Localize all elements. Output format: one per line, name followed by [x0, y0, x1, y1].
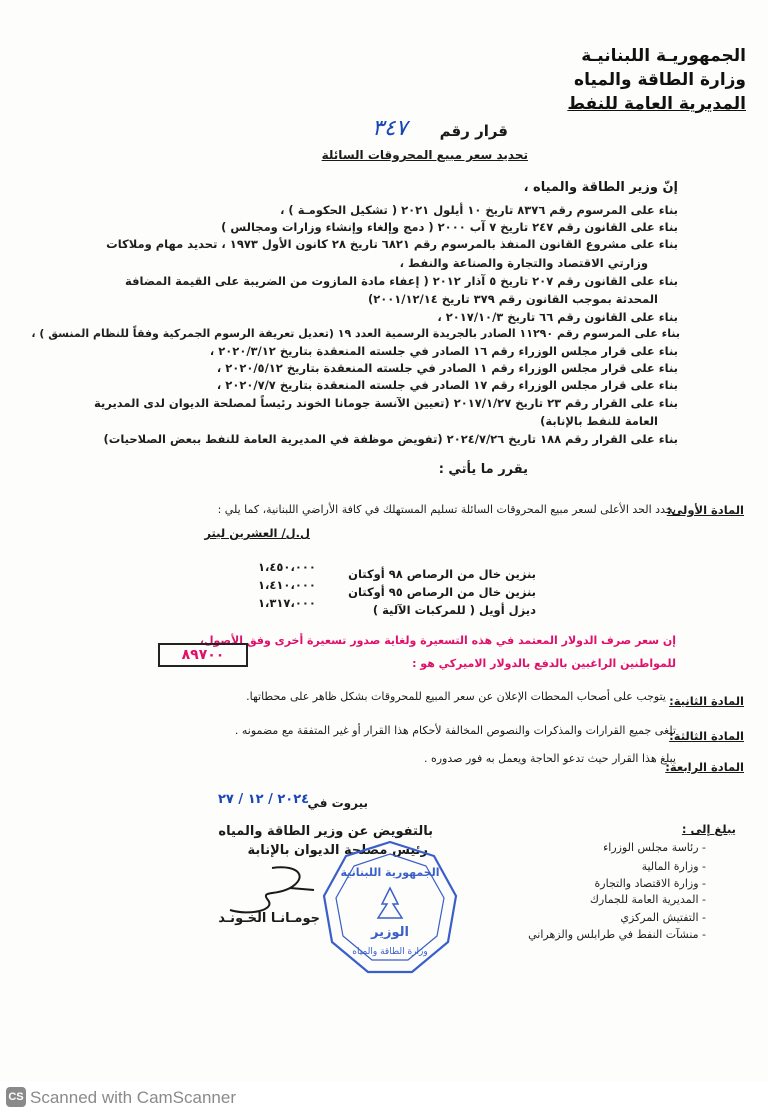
preamble-line: بناء على القانون رقم ٦٦ تاريخ ٢٠١٧/١٠/٣ ،	[437, 310, 678, 324]
preamble-line: بناء على قرار مجلس الوزراء رقم ١٧ الصادر في جلسته المنعقدة بتاريخ ٢٠٢٠/٧/٧ ،	[216, 378, 678, 392]
handwritten-signature	[210, 860, 320, 920]
preamble-line: بناء على مشروع القانون المنفذ بالمرسوم رقم ٦٨٢١ تاريخ ٢٨ كانون الأول ١٩٧٣ ، تحديد مهام وملاكات	[106, 237, 678, 251]
preamble-line: بناء على القانون رقم ٢٤٧ تاريخ ٧ آب ٢٠٠٠ ( دمج وإلغاء وإنشاء وزارات ومجالس )	[221, 220, 678, 234]
fuel-price: ١،٤١٠،٠٠٠	[258, 578, 316, 592]
preamble-line: بناء على القرار رقم ١٨٨ تاريخ ٢٠٢٤/٧/٢٦ (تفويض موظفة في المديرية العامة للنفط ببعض الصلاحيات)	[103, 432, 678, 446]
decision-number: ٣٤٧	[372, 116, 408, 141]
article1-text: يحدد الحد الأعلى لسعر مبيع المحروقات السائلة تسليم المستهلك في كافة الأراضي اللبنانية، كما يلي :	[217, 503, 676, 516]
exchange-rate-line2: للمواطنين الراغبين بالدفع بالدولار الاميركي هو :	[412, 657, 676, 670]
fuel-name: بنزين خال من الرصاص ٩٨ أوكتان	[348, 567, 536, 581]
exchange-rate-box	[158, 643, 248, 667]
fuel-name: ديزل أويل ( للمركبات الآلية )	[372, 603, 536, 617]
distribution-title: يبلغ إلى :	[681, 822, 736, 836]
preamble-line: بناء على المرسوم رقم ١١٢٩٠ الصادر بالجريدة الرسمية العدد ١٩ (تعديل تعريفة الرسوم الجمركية وفقاً للنظام المنسق ) ،	[31, 327, 680, 340]
article1-label: المادة الأولى:	[666, 503, 744, 517]
distribution-item: - المديرية العامة للجمارك	[589, 893, 706, 906]
article2-label: المادة الثانية:	[669, 694, 744, 708]
price-unit: ل.ل/ العشرين ليتر	[204, 526, 310, 540]
preamble-line: بناء على المرسوم رقم ٨٣٧٦ تاريخ ١٠ أيلول ٢٠٢١ ( تشكيل الحكومـة ) ،	[280, 203, 678, 217]
preamble-line: بناء على القانون رقم ٢٠٧ تاريخ ٥ آذار ٢٠١٢ ( إعفاء مادة المازوت من الضريبة على القيمة المضافة	[125, 274, 678, 288]
header-line-ministry: وزارة الطاقة والمياه	[574, 70, 746, 90]
fuel-price: ١،٣١٧،٠٠٠	[258, 596, 316, 610]
cedar-icon	[378, 888, 402, 918]
preamble-line: بناء على القرار رقم ٢٣ تاريخ ٢٠١٧/١/٢٧ (تعيين الآنسة جومانا الخوند رئيساً لمصلحة الديوان لدى المديرية	[94, 396, 678, 410]
distribution-item: - التفتيش المركزي	[620, 911, 706, 924]
article3-text: تلغى جميع القرارات والمذكرات والنصوص المخالفة لأحكام هذا القرار أو غير المتفقة مع مضمونه .	[234, 724, 676, 737]
decision-subject: تحديد سعر مبيع المحروقات السائلة	[321, 148, 528, 162]
signature-place: بيروت في	[307, 796, 368, 810]
article2-text: يتوجب على أصحاب المحطات الإعلان عن سعر المبيع للمحروقات بشكل ظاهر على محطاتها.	[246, 690, 666, 703]
preamble-line: بناء على قرار مجلس الوزراء رقم ١ الصادر في جلسته المنعقدة بتاريخ ٢٠٢٠/٥/١٢ ،	[216, 361, 678, 375]
preamble-intro: إنّ وزير الطاقة والمياه ،	[523, 180, 678, 195]
decision-label: قرار رقم	[439, 122, 508, 140]
stamp-center-text: الوزير	[371, 925, 409, 940]
exchange-rate-value: ٨٩٧٠٠	[181, 647, 225, 663]
preamble-line: العامة للنفط بالإنابة)	[540, 414, 658, 428]
distribution-item: - منشآت النفط في طرابلس والزهراني	[528, 928, 706, 941]
decides-heading: يقرر ما يأتي :	[438, 462, 528, 477]
article3-label: المادة الثالثة:	[669, 729, 744, 743]
ministry-stamp	[320, 838, 460, 978]
header-line-directorate: المديرية العامة للنفط	[567, 94, 746, 114]
distribution-item: - وزارة المالية	[641, 860, 706, 873]
camscanner-icon: CS	[6, 1087, 26, 1107]
signature-name: جومـانـا الخـونـد	[218, 911, 320, 926]
signature-title: رئيس مصلحة الديوان بالإنابة	[247, 843, 428, 858]
exchange-rate-line1: إن سعر صرف الدولار المعتمد في هذه التسعيرة ولغاية صدور تسعيرة أخرى وفق الأصول،	[199, 634, 676, 647]
fuel-name: بنزين خال من الرصاص ٩٥ أوكتان	[348, 585, 536, 599]
distribution-item: - وزارة الاقتصاد والتجارة	[594, 877, 706, 890]
signature-authority: بالتفويض عن وزير الطاقة والمياه	[218, 824, 433, 839]
header-line-republic: الجمهوريـة اللبنانيـة	[581, 46, 746, 66]
article4-text: يبلغ هذا القرار حيث تدعو الحاجة ويعمل به فور صدوره .	[423, 752, 676, 765]
stamp-top-text: الجمهورية اللبنانية	[340, 866, 440, 879]
footer-scanned-text: Scanned with CamScanner	[30, 1088, 237, 1107]
article4-label: المادة الرابعة:	[665, 760, 744, 774]
signature-date: ٢٠٢٤ / ١٢ / ٢٧	[218, 792, 310, 807]
preamble-line: المحدثة بموجب القانون رقم ٣٧٩ تاريخ ٢٠٠١/١٢/١٤)	[367, 292, 658, 306]
distribution-item: - رئاسة مجلس الوزراء	[603, 841, 706, 854]
preamble-line: وزارتي الاقتصاد والتجارة والصناعة والنفط ،	[399, 256, 648, 270]
preamble-line: بناء على قرار مجلس الوزراء رقم ١٦ الصادر في جلسته المنعقدة بتاريخ ٢٠٢٠/٣/١٢ ،	[209, 344, 678, 358]
stamp-bottom-text: وزارة الطاقة والمياه	[352, 947, 428, 957]
fuel-price: ١،٤٥٠،٠٠٠	[258, 560, 316, 574]
